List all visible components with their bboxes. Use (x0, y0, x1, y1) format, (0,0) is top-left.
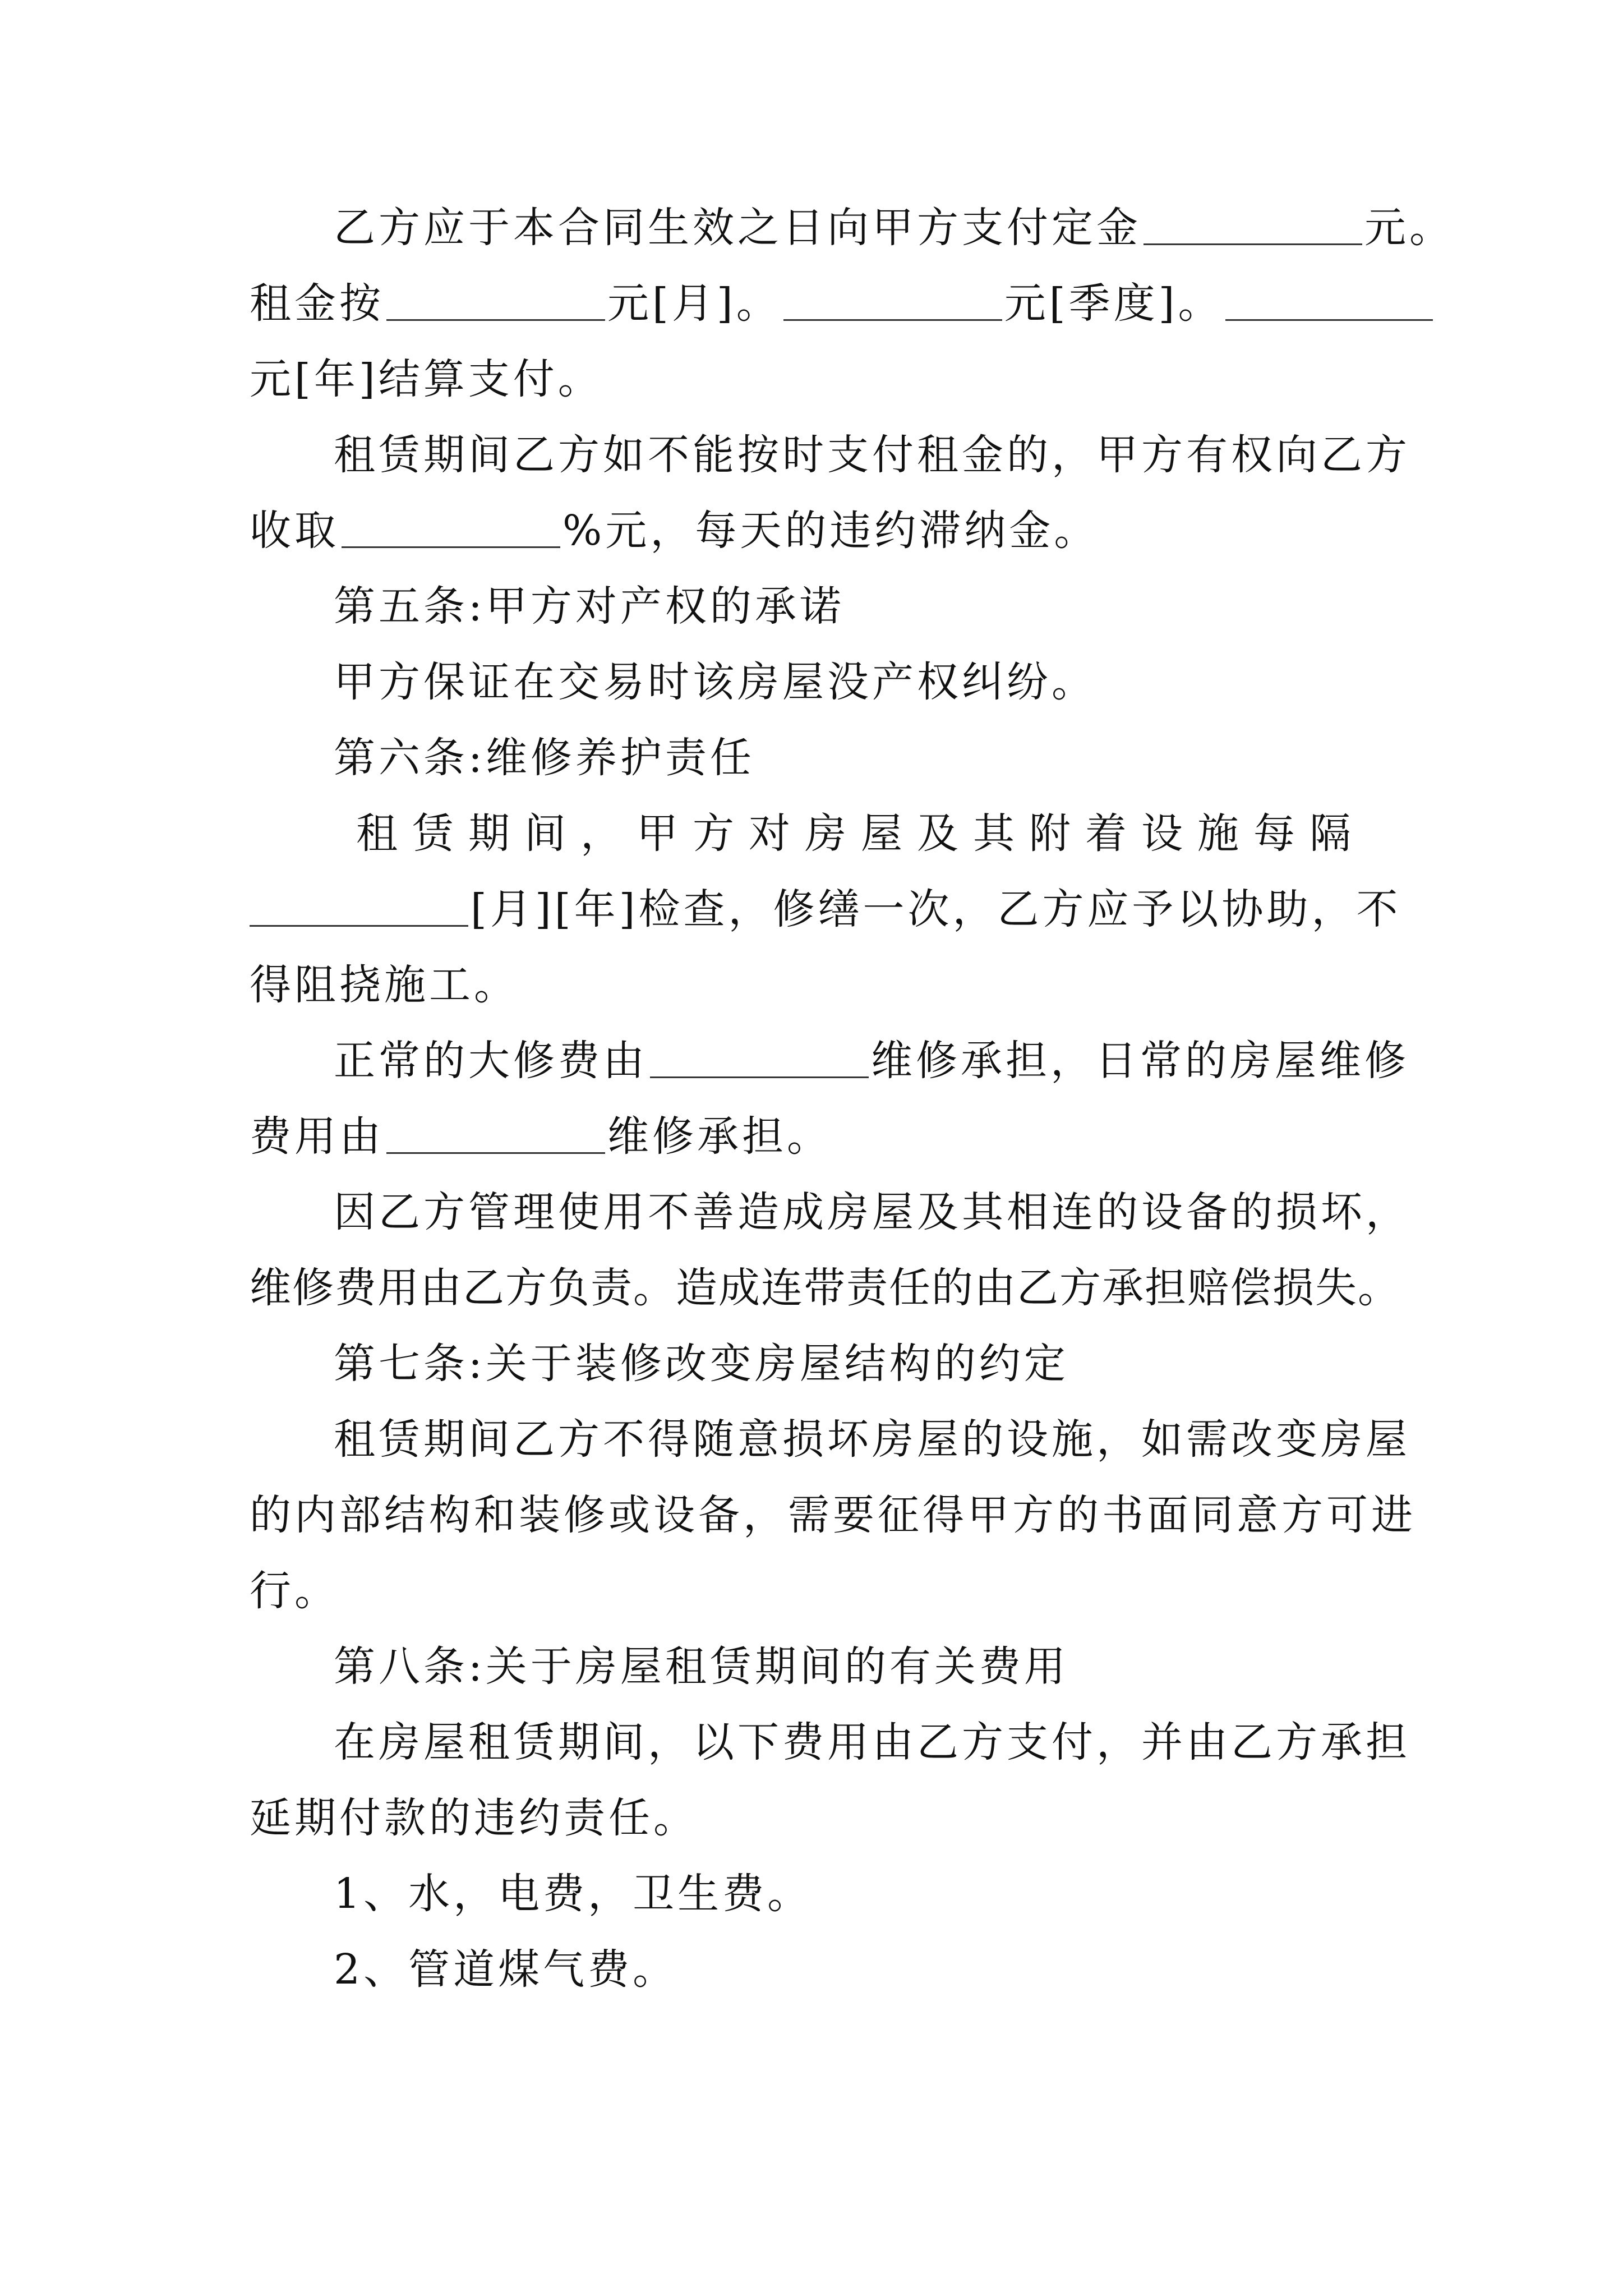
paragraph-repair-cost-line-1 (334, 1035, 1409, 1087)
paragraph-fees-line-1 (334, 1717, 1410, 1768)
text-segment: 乙方应于本合同生效之日向甲方支付定金 (334, 204, 1141, 252)
text-segment: 维修费用由乙方负责。造成连带责任的由乙方承担赔偿损失。 (250, 1264, 1400, 1312)
paragraph-renovation-line-1 (334, 1414, 1410, 1465)
paragraph-fees-line-2 (250, 1792, 698, 1844)
article-8-heading: 第八条:关于房屋租赁期间的有关费用 (334, 1642, 1069, 1691)
paragraph-deposit-line-1 (334, 202, 1454, 254)
paragraph-renovation-line-2 (250, 1489, 1416, 1541)
text-segment: 租赁期间，甲方对房屋及其附着设施每隔 (356, 809, 1366, 858)
fill-blank-deposit[interactable] (1144, 204, 1362, 245)
paragraph-renovation-line-3 (250, 1565, 339, 1617)
paragraph-inspection-line-2 (250, 884, 1401, 935)
text-segment: 元。 (1364, 204, 1454, 252)
fill-blank-rent-year[interactable] (1225, 280, 1433, 321)
text-segment: 租金按 (250, 279, 384, 328)
text-segment: 因乙方管理使用不善造成房屋及其相连的设备的损坏， (334, 1188, 1410, 1236)
text-segment: 维修承担，日常的房屋维修 (871, 1037, 1409, 1085)
text-segment: 得阻挠施工。 (250, 961, 519, 1009)
article-7-heading: 第七条:关于装修改变房屋结构的约定 (334, 1340, 1069, 1388)
text-segment: 的内部结构和装修或设备，需要征得甲方的书面同意方可进 (250, 1491, 1416, 1539)
paragraph-property-right: 甲方保证在交易时该房屋没产权纠纷。 (334, 658, 1096, 706)
text-segment: 维修承担。 (607, 1112, 832, 1161)
fill-blank-rent-month[interactable] (386, 280, 605, 321)
paragraph-inspection-line-3 (250, 959, 519, 1011)
text-segment: 行。 (250, 1567, 339, 1615)
text-segment: 收取 (250, 507, 339, 555)
paragraph-repair-cost-line-2 (250, 1111, 832, 1162)
paragraph-late-fee-line-2 (250, 505, 1099, 556)
paragraph-deposit-line-3 (250, 353, 603, 405)
text-segment: 在房屋租赁期间，以下费用由乙方支付，并由乙方承担 (334, 1718, 1410, 1766)
article-5-heading: 第五条:甲方对产权的承诺 (334, 582, 845, 631)
text-segment: 租赁期间乙方如不能按时支付租金的，甲方有权向乙方 (334, 431, 1410, 479)
list-item-utilities: 1、水，电费，卫生费。 (334, 1870, 813, 1918)
fill-blank-rent-quarter[interactable] (783, 280, 1002, 321)
text-segment: [月][年]检查，修缮一次，乙方应予以协助，不 (471, 885, 1401, 933)
fill-blank-daily-repair-party[interactable] (386, 1113, 605, 1154)
fill-blank-major-repair-party[interactable] (650, 1037, 869, 1078)
text-segment: 元[年]结算支付。 (250, 355, 603, 403)
fill-blank-inspection-interval[interactable] (250, 886, 468, 927)
text-segment: 正常的大修费由 (334, 1037, 648, 1085)
paragraph-deposit-line-2 (250, 278, 1435, 329)
list-item-gas: 2、管道煤气费。 (334, 1945, 678, 1994)
fill-blank-late-fee-rate[interactable] (342, 507, 560, 548)
text-segment: 延期付款的违约责任。 (250, 1794, 698, 1842)
paragraph-damage-line-2 (250, 1262, 1400, 1314)
article-6-heading: 第六条:维修养护责任 (334, 734, 755, 782)
text-segment: 费用由 (250, 1112, 384, 1161)
paragraph-inspection-line-1 (356, 808, 1366, 859)
text-segment: 元[月]。 (607, 279, 781, 328)
paragraph-late-fee-line-1 (334, 429, 1410, 481)
text-segment: 元[季度]。 (1004, 279, 1223, 328)
paragraph-damage-line-1 (334, 1186, 1410, 1238)
text-segment: 租赁期间乙方不得随意损坏房屋的设施，如需改变房屋 (334, 1415, 1410, 1464)
text-segment: %元，每天的违约滞纳金。 (562, 507, 1099, 555)
